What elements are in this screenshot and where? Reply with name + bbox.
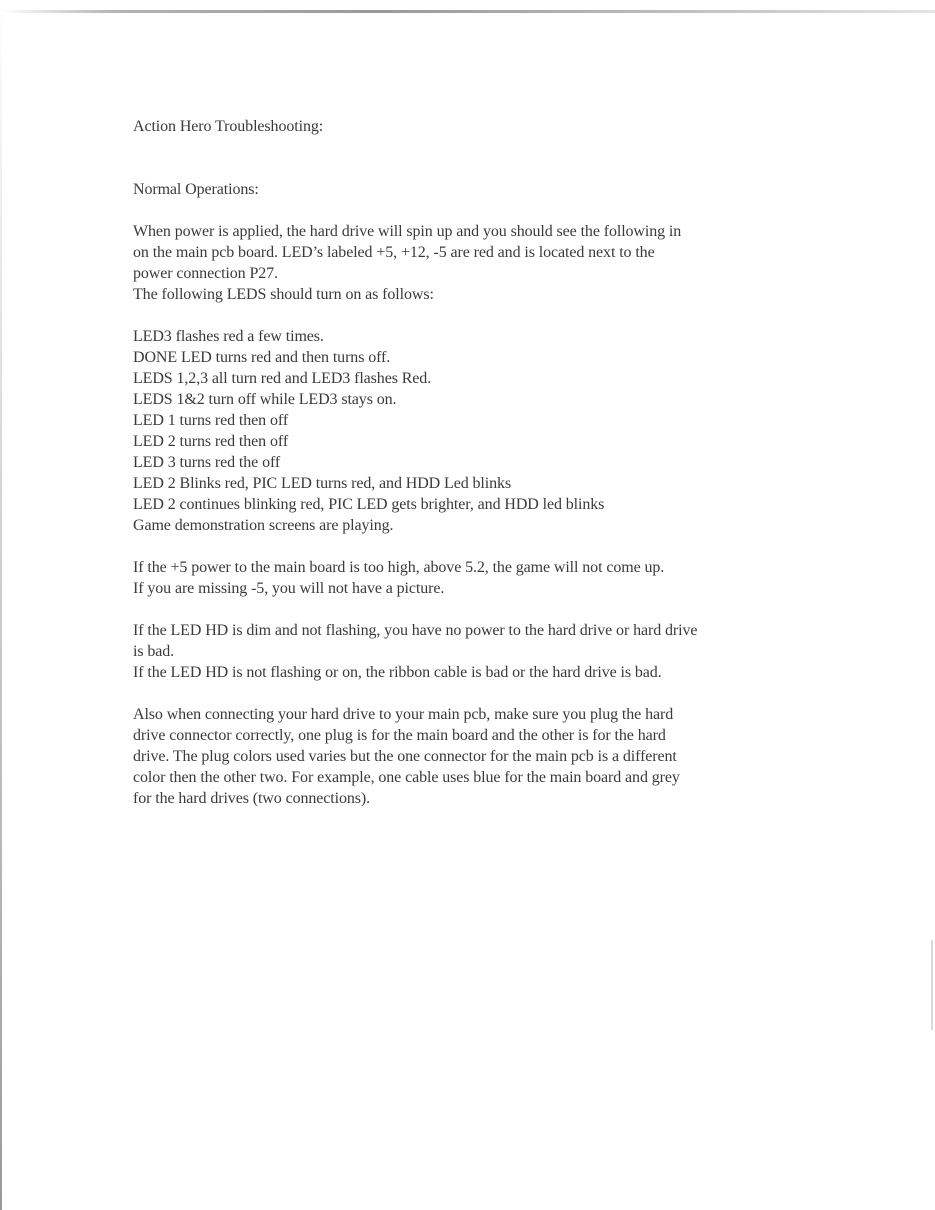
text-line: If you are missing -5, you will not have a picture. — [133, 580, 445, 597]
power-notes-paragraph — [133, 557, 823, 599]
scan-edge-right — [931, 940, 933, 1030]
list-item: DONE LED turns red and then turns off. — [133, 349, 391, 366]
text-line: The following LEDS should turn on as follows: — [133, 286, 434, 303]
text-line: If the +5 power to the main board is too high, above 5.2, the game will not come up. — [133, 559, 665, 576]
list-item: LEDS 1&2 turn off while LED3 stays on. — [133, 391, 397, 408]
hd-notes-paragraph — [133, 620, 823, 683]
text-line: If the LED HD is not flashing or on, the ribbon cable is bad or the hard drive is bad. — [133, 664, 662, 681]
list-item: LED3 flashes red a few times. — [133, 328, 324, 345]
text-line: drive connector correctly, one plug is for the main board and the other is for the hard — [133, 727, 666, 744]
scan-edge-left — [0, 0, 2, 1210]
list-item: Game demonstration screens are playing. — [133, 517, 394, 534]
intro-paragraph — [133, 221, 823, 305]
text-line: If the LED HD is dim and not flashing, you have no power to the hard drive or hard drive — [133, 622, 698, 639]
document-body — [133, 116, 823, 809]
text-line: drive. The plug colors used varies but the one connector for the main pcb is a different — [133, 748, 677, 765]
text-line: power connection P27. — [133, 265, 278, 282]
text-line: on the main pcb board. LED’s labeled +5, +12, -5 are red and is located next to the — [133, 244, 655, 261]
list-item: LEDS 1,2,3 all turn red and LED3 flashes Red. — [133, 370, 432, 387]
document-title: Action Hero Troubleshooting: — [133, 118, 324, 135]
list-item: LED 2 Blinks red, PIC LED turns red, and HDD Led blinks — [133, 475, 512, 492]
list-item: LED 1 turns red then off — [133, 412, 289, 429]
text-line: for the hard drives (two connections). — [133, 790, 371, 807]
led-sequence-list — [133, 326, 823, 536]
text-line: Also when connecting your hard drive to your main pcb, make sure you plug the hard — [133, 706, 674, 723]
list-item: LED 3 turns red the off — [133, 454, 281, 471]
scan-edge-top — [0, 10, 935, 13]
text-line: color then the other two. For example, one cable uses blue for the main board and grey — [133, 769, 680, 786]
connector-notes-paragraph — [133, 704, 823, 809]
list-item: LED 2 turns red then off — [133, 433, 289, 450]
text-line: is bad. — [133, 643, 175, 660]
list-item: LED 2 continues blinking red, PIC LED gets brighter, and HDD led blinks — [133, 496, 605, 513]
section-heading: Normal Operations: — [133, 181, 259, 198]
text-line: When power is applied, the hard drive will spin up and you should see the following in — [133, 223, 682, 240]
